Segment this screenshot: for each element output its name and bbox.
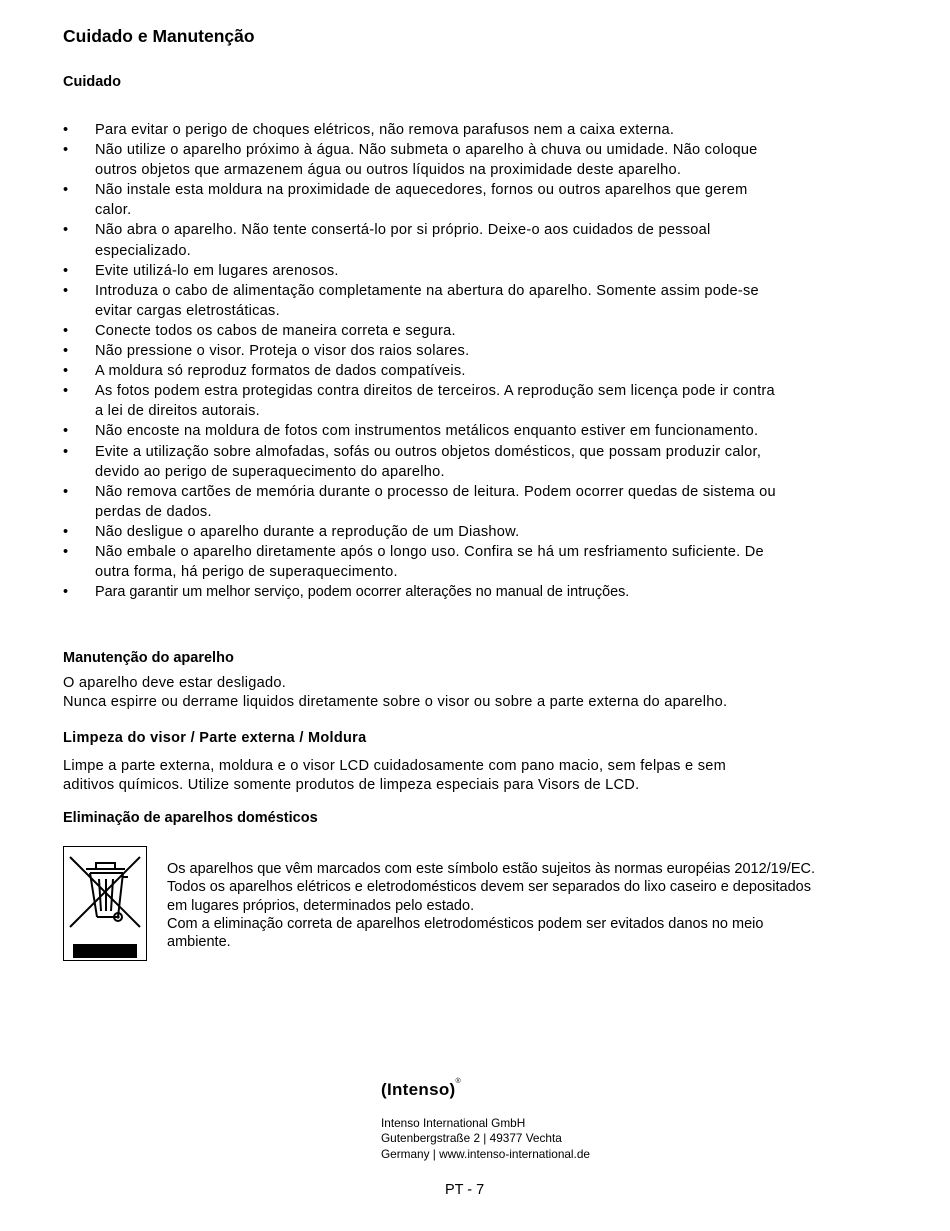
list-item: • Não embale o aparelho diretamente após o longo uso. Confira se há um resfriamento suficiente. De outra forma, há perigo de superaquecimento. (63, 542, 873, 582)
maintenance-line: Nunca espirre ou derrame liquidos diretamente sobre o visor ou sobre a parte externa do aparelho. (63, 693, 728, 710)
brand-logo (381, 1080, 461, 1100)
disposal-line: Os aparelhos que vêm marcados com este símbolo estão sujeitos às normas européias 2012/19/EC. (167, 861, 816, 877)
list-item: • Introduza o cabo de alimentação completamente na abertura do aparelho. Somente assim pode-se evitar cargas eletrostáticas. (63, 281, 873, 321)
maintenance-heading: Manutenção do aparelho (63, 650, 234, 666)
cleaning-heading: Limpeza do visor / Parte externa / Moldura (63, 730, 367, 746)
page-title: Cuidado e Manutenção (63, 26, 255, 46)
company-address (381, 1116, 590, 1162)
list-item: • Evite utilizá-lo em lugares arenosos. (63, 261, 873, 281)
cleaning-line: Limpe a parte externa, moldura e o visor LCD cuidadosamente com pano macio, sem felpas e sem (63, 758, 727, 774)
disposal-heading: Eliminação de aparelhos domésticos (63, 810, 318, 826)
registered-mark: ® (455, 1078, 461, 1085)
list-item: • A moldura só reproduz formatos de dados compatíveis. (63, 361, 873, 381)
list-item: • As fotos podem estra protegidas contra direitos de terceiros. A reprodução sem licença pode ir contra a lei de direitos autorais. (63, 381, 873, 421)
address-line: Germany | www.intenso-international.de (381, 1146, 590, 1161)
page-number: PT - 7 (445, 1182, 485, 1198)
cleaning-line: aditivos químicos. Utilize somente produtos de limpeza especiais para Visors de LCD. (63, 776, 640, 793)
list-item: • Não remova cartões de memória durante o processo de leitura. Podem ocorrer quedas de sistema ou perdas de dados. (63, 482, 873, 522)
list-item: • Não instale esta moldura na proximidade de aquecedores, fornos ou outros aparelhos que gerem calor. (63, 180, 873, 220)
maintenance-text (63, 674, 873, 711)
crossed-out-wheelie-bin-icon (64, 847, 146, 960)
care-list (63, 120, 873, 602)
address-line: Intenso International GmbH (381, 1116, 526, 1130)
list-item: • Não desligue o aparelho durante a reprodução de um Diashow. (63, 522, 873, 542)
disposal-text (167, 860, 887, 951)
care-heading: Cuidado (63, 74, 121, 90)
list-item: • Para evitar o perigo de choques elétricos, não remova parafusos nem a caixa externa. (63, 120, 873, 140)
list-item: • Evite a utilização sobre almofadas, sofás ou outros objetos domésticos, que possam produzir calor, devido ao perigo de superaquecimento do aparelho. (63, 442, 873, 482)
disposal-line: Com a eliminação correta de aparelhos eletrodomésticos podem ser evitados danos no meio (167, 915, 764, 932)
weee-symbol-box (63, 846, 147, 961)
list-item: • Não abra o aparelho. Não tente consertá-lo por si próprio. Deixe-o aos cuidados de pessoal especializado. (63, 220, 873, 260)
list-item: • Não pressione o visor. Proteja o visor dos raios solares. (63, 341, 873, 361)
cleaning-text (63, 757, 873, 794)
brand-name: (Intenso) (381, 1080, 456, 1099)
disposal-line: ambiente. (167, 934, 231, 951)
list-item: • Conecte todos os cabos de maneira correta e segura. (63, 321, 873, 341)
list-item: • Não encoste na moldura de fotos com instrumentos metálicos enquanto estiver em funcionamento. (63, 421, 873, 441)
list-item: • Para garantir um melhor serviço, podem ocorrer alterações no manual de intruções. (63, 582, 873, 602)
disposal-line: em lugares próprios, determinados pelo estado. (167, 897, 475, 914)
address-line: Gutenbergstraße 2 | 49377 Vechta (381, 1131, 562, 1146)
list-item: • Não utilize o aparelho próximo à água. Não submeta o aparelho à chuva ou umidade. Não coloque outros objetos que armazenem água ou outros líquidos na proximidade deste aparelho. (63, 140, 873, 180)
maintenance-line: O aparelho deve estar desligado. (63, 675, 286, 691)
disposal-line: Todos os aparelhos elétricos e eletrodomésticos devem ser separados do lixo caseiro e depositados (167, 879, 811, 896)
